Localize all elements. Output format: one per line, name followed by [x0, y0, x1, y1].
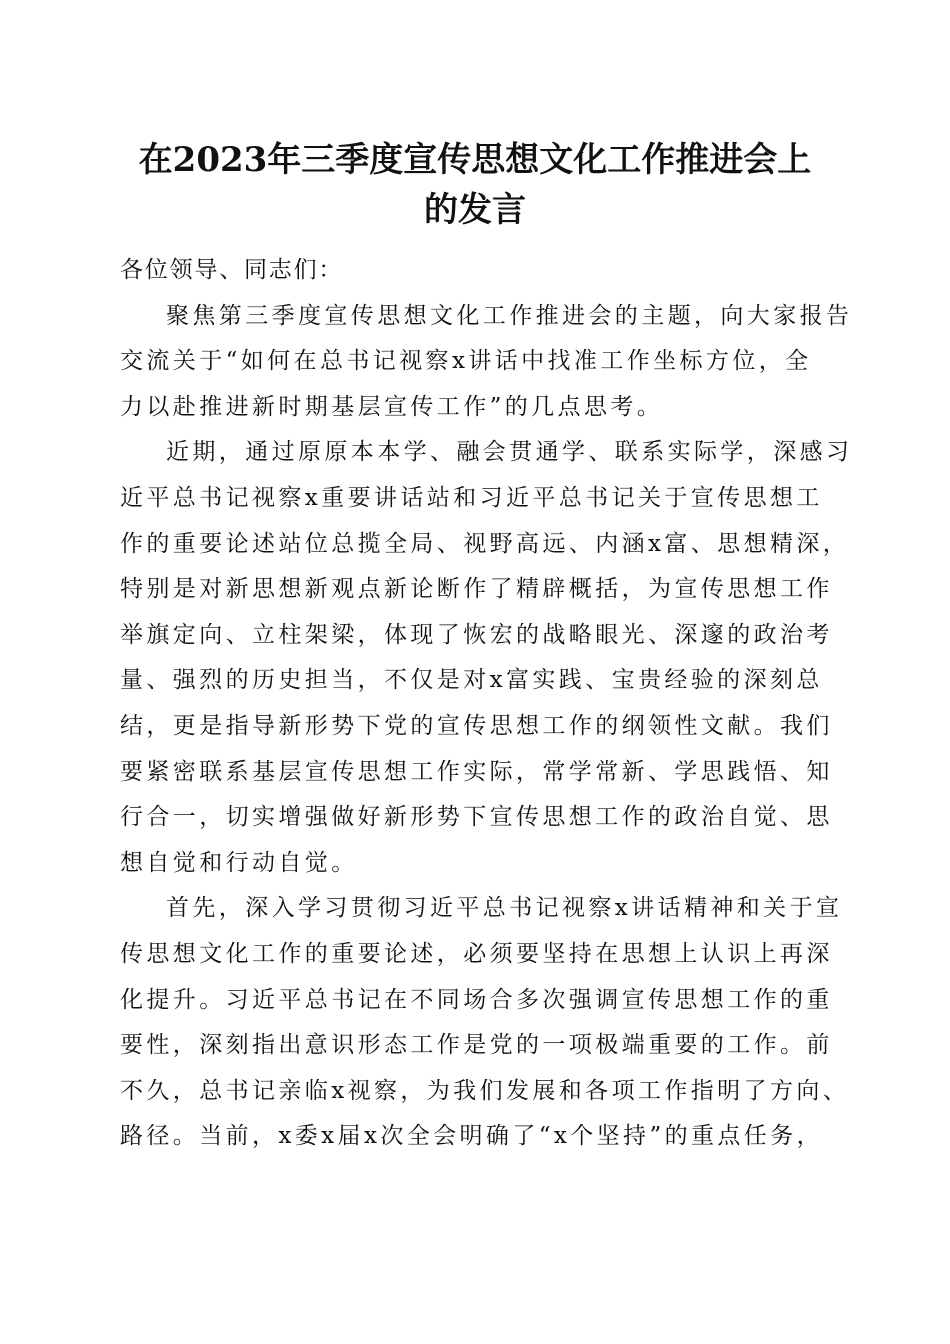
paragraph-line: 首先，深入学习贯彻习近平总书记视察x讲话精神和关于宣: [166, 895, 843, 922]
title-line-1: 在2023年三季度宣传思想文化工作推进会上: [138, 140, 812, 180]
paragraph-line: 化提升。习近平总书记在不同场合多次强调宣传思想工作的重: [120, 986, 833, 1013]
salutation: 各位领导、同志们：: [120, 257, 344, 283]
paragraph-line: 要性，深刻指出意识形态工作是党的一项极端重要的工作。前: [120, 1032, 833, 1059]
paragraph-line: 力以赴推进新时期基层宣传工作”的几点思考。: [120, 393, 664, 420]
title-line-2: 的发言: [424, 190, 526, 230]
paragraph-line: 近期，通过原原本本学、融会贯通学、联系实际学，深感习: [166, 439, 853, 466]
paragraph-line: 结，更是指导新形势下党的宣传思想工作的纲领性文献。我们: [120, 712, 833, 739]
paragraph-line: 传思想文化工作的重要论述，必须要坚持在思想上认识上再深: [120, 940, 833, 967]
paragraph-line: 近平总书记视察x重要讲话站和习近平总书记关于宣传思想工: [120, 484, 823, 511]
paragraph-line: 作的重要论述站位总揽全局、视野高远、内涵x富、思想精深，: [120, 530, 850, 557]
paragraph-line: 量、强烈的历史担当，不仅是对x富实践、宝贵经验的深刻总: [120, 667, 823, 694]
paragraph-line: 举旗定向、立柱架梁，体现了恢宏的战略眼光、深邃的政治考: [120, 621, 833, 648]
paragraph-line: 路径。当前，x委x届x次全会明确了“x个坚持”的重点任务，: [120, 1123, 824, 1150]
paragraph-line: 要紧密联系基层宣传思想工作实际，常学常新、学思践悟、知: [120, 758, 833, 785]
paragraph-3: [120, 886, 850, 1160]
paragraph-line: 想自觉和行动自觉。: [120, 849, 358, 876]
paragraph-line: 行合一，切实增强做好新形势下宣传思想工作的政治自觉、思: [120, 804, 833, 831]
paragraph-line: 特别是对新思想新观点新论断作了精辟概括，为宣传思想工作: [120, 576, 833, 603]
paragraph-line: 聚焦第三季度宣传思想文化工作推进会的主题，向大家报告: [166, 302, 853, 329]
paragraph-2: [120, 430, 853, 886]
paragraph-line: 不久，总书记亲临x视察，为我们发展和各项工作指明了方向、: [120, 1077, 850, 1104]
paragraph-1: [120, 294, 853, 431]
document-body: [120, 248, 853, 1160]
paragraph-line: 交流关于“如何在总书记视察x讲话中找准工作坐标方位，全: [120, 348, 812, 375]
page-title: [110, 135, 840, 235]
